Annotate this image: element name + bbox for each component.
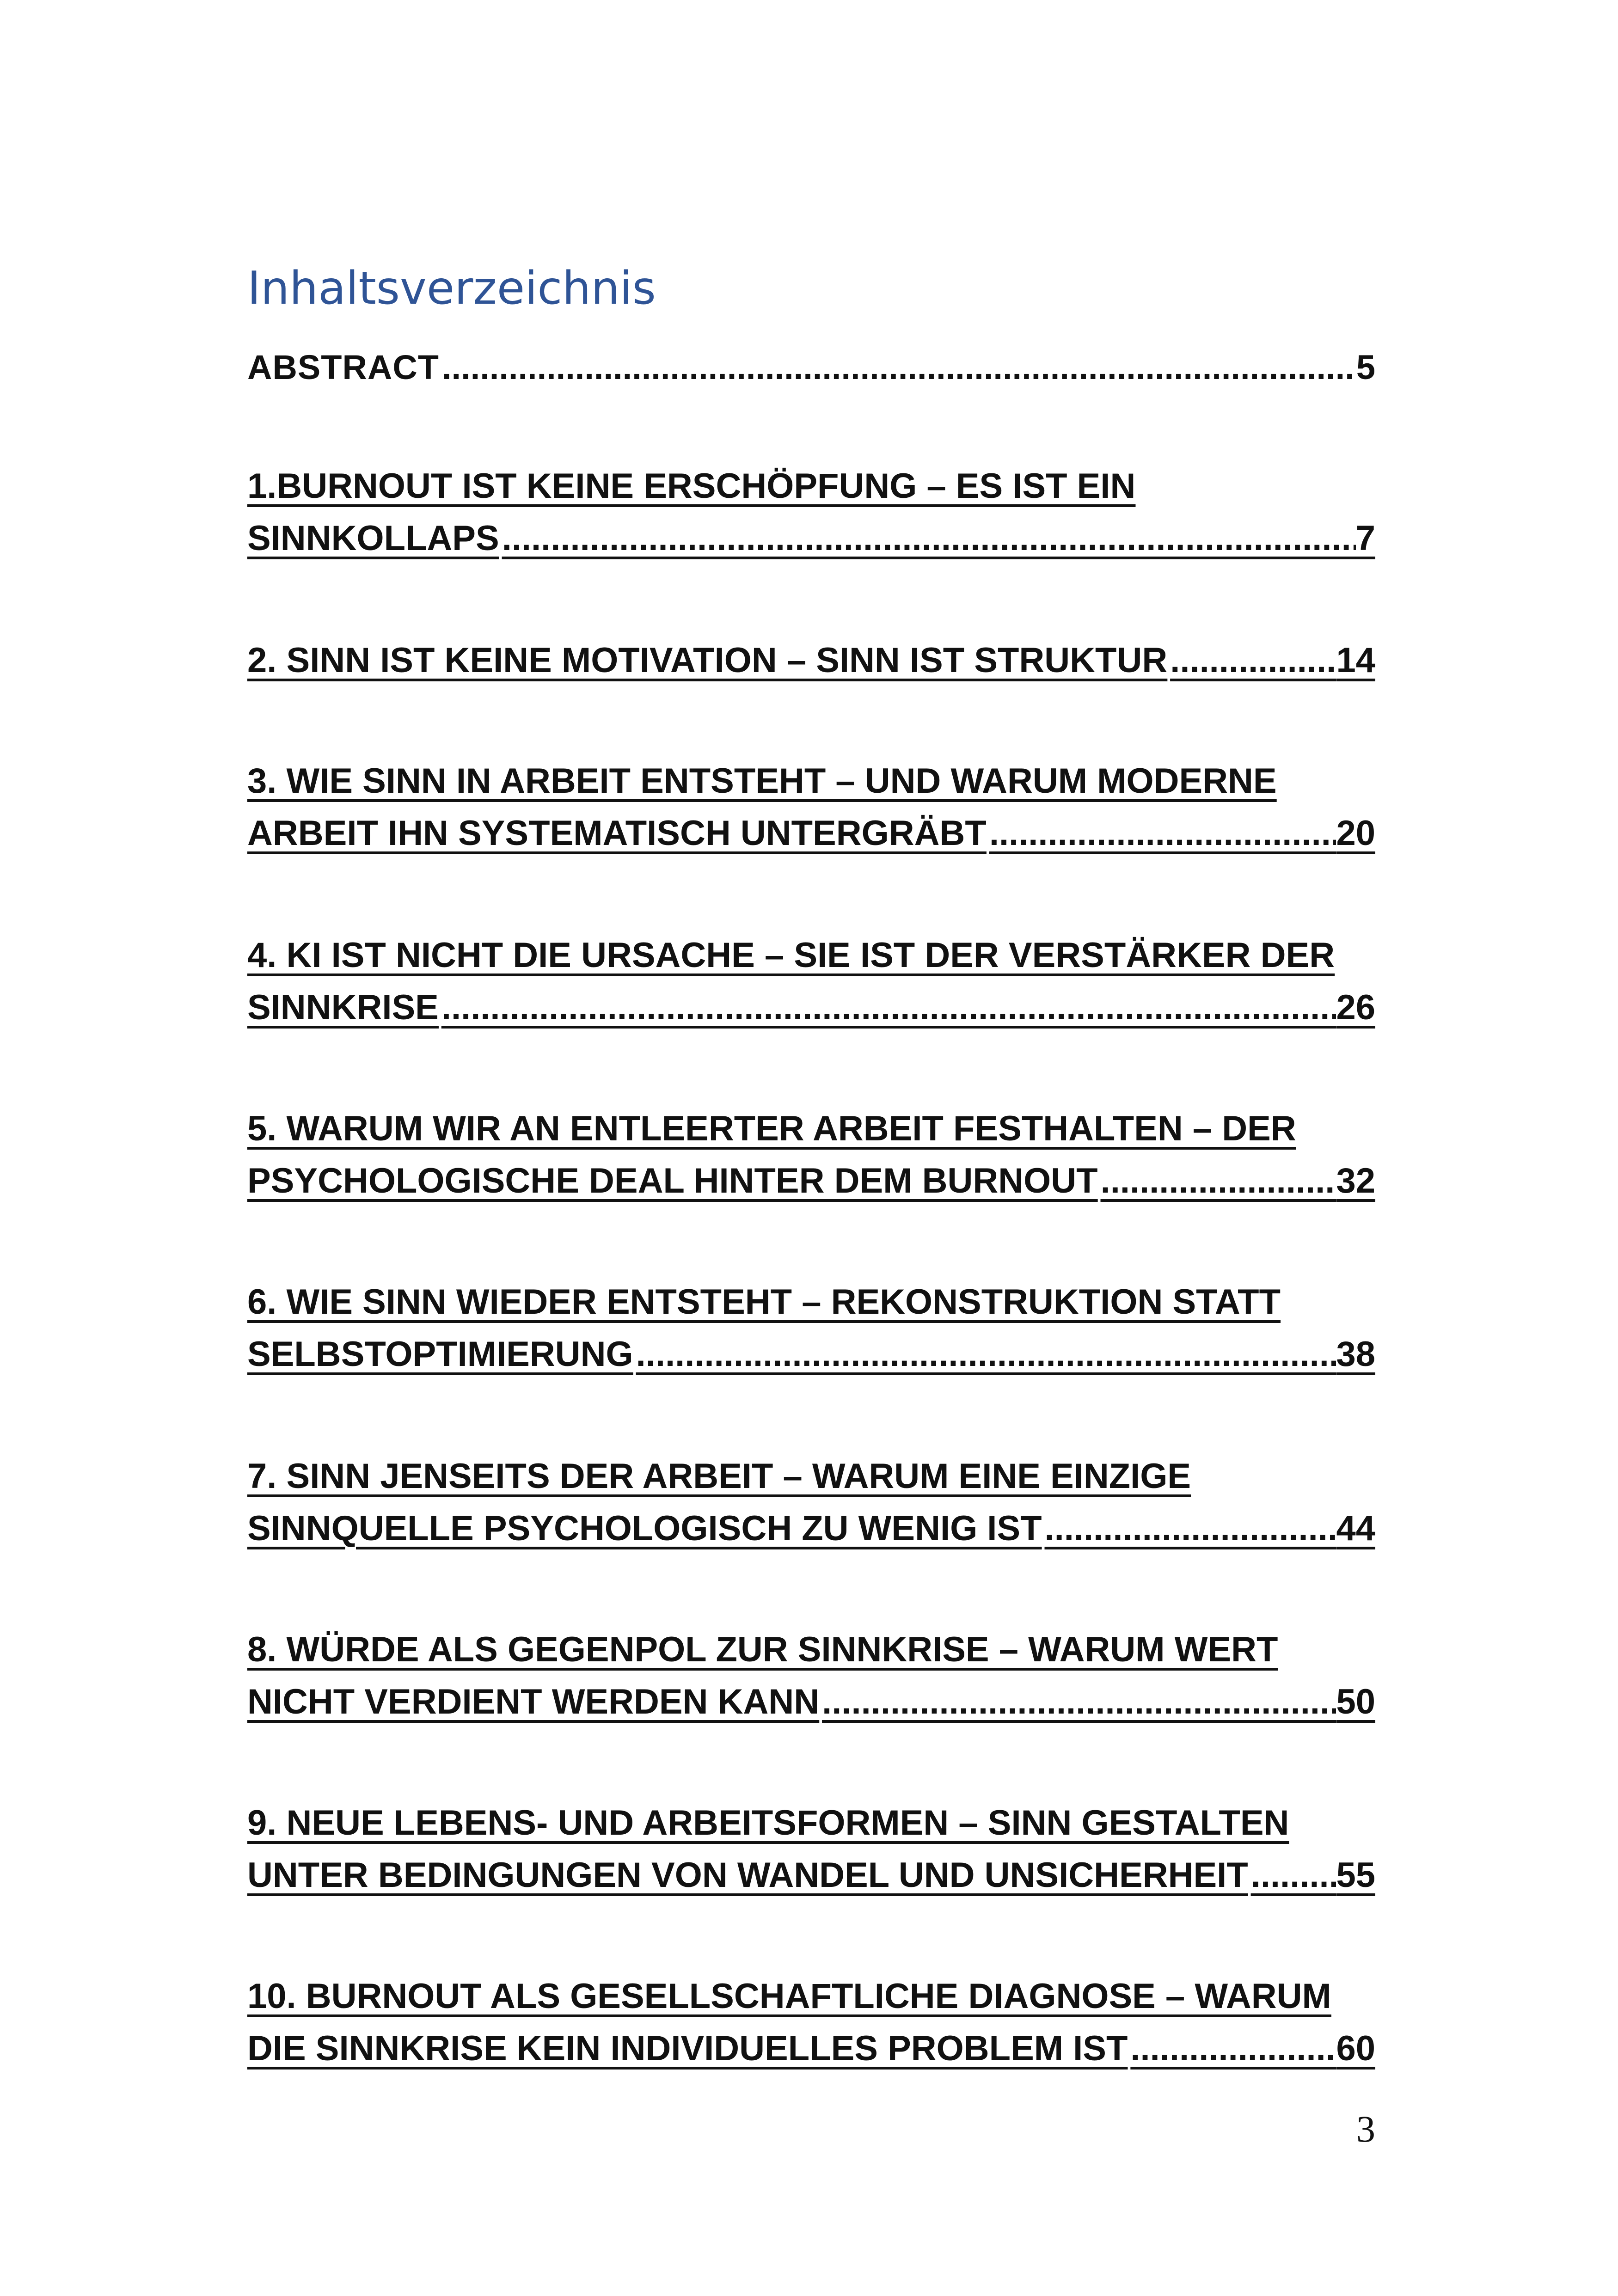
dot-leader xyxy=(1042,1502,1336,1555)
toc-entry-label-cont: DIE SINNKRISE KEIN INDIVIDUELLES PROBLEM IST xyxy=(247,2029,1128,2068)
toc-entry-line xyxy=(247,1155,1375,1207)
toc-entry-5[interactable] xyxy=(247,1102,1375,1207)
toc-entry-label: 3. WIE SINN IN ARBEIT ENTSTEHT – UND WARUM MODERNE xyxy=(247,761,1277,801)
toc-entry-line xyxy=(247,2022,1375,2075)
toc-entry-8[interactable] xyxy=(247,1623,1375,1728)
toc-entry-9[interactable] xyxy=(247,1797,1375,1901)
toc-entry-line xyxy=(247,1450,1375,1502)
dot-leader xyxy=(1098,1155,1336,1207)
toc-entry-line xyxy=(247,1102,1375,1155)
dot-leader xyxy=(499,512,1356,564)
toc-entry-line xyxy=(247,1849,1375,1901)
toc-entry-page: 55 xyxy=(1336,1855,1375,1895)
toc-entry-label-cont: SELBSTOPTIMIERUNG xyxy=(247,1335,633,1374)
toc-entry-page: 20 xyxy=(1336,814,1375,853)
page-number: 3 xyxy=(1356,2108,1375,2150)
dot-leader xyxy=(819,1676,1336,1728)
toc-entry-label: 6. WIE SINN WIEDER ENTSTEHT – REKONSTRUKTION STATT xyxy=(247,1282,1281,1322)
dot-leader xyxy=(1167,634,1336,686)
toc-entry-page: 7 xyxy=(1355,519,1375,558)
toc-entry-page: 5 xyxy=(1356,348,1375,386)
toc-entry-label-cont: SINNQUELLE PSYCHOLOGISCH ZU WENIG IST xyxy=(247,1509,1042,1548)
toc-entry-page: 60 xyxy=(1336,2029,1375,2068)
toc-entry-line xyxy=(247,1676,1375,1728)
toc-entry-line xyxy=(247,807,1375,859)
toc-entry-label: 5. WARUM WIR AN ENTLEERTER ARBEIT FESTHALTEN – DER xyxy=(247,1109,1296,1148)
toc-entry-6[interactable] xyxy=(247,1276,1375,1380)
toc-entry-10[interactable] xyxy=(247,1970,1375,2075)
toc-entry-page: 44 xyxy=(1336,1509,1375,1548)
toc-entry-line xyxy=(247,460,1375,512)
toc-entry-label: 2. SINN IST KEINE MOTIVATION – SINN IST STRUKTUR xyxy=(247,641,1168,680)
dot-leader xyxy=(1128,2022,1336,2075)
toc-entry-label: 7. SINN JENSEITS DER ARBEIT – WARUM EINE EINZIGE xyxy=(247,1457,1191,1496)
dot-leader xyxy=(633,1328,1336,1380)
toc-entry-page: 38 xyxy=(1336,1335,1375,1374)
toc-entry-line xyxy=(247,1502,1375,1555)
toc-entry-label: 9. NEUE LEBENS- UND ARBEITSFORMEN – SINN GESTALTEN xyxy=(247,1803,1289,1843)
toc-entry-label: 10. BURNOUT ALS GESELLSCHAFTLICHE DIAGNOSE – WARUM xyxy=(247,1977,1331,2016)
toc-entry-line xyxy=(247,512,1375,564)
toc-entry-label-cont: SINNKOLLAPS xyxy=(247,519,499,558)
toc-entry-line xyxy=(247,755,1375,807)
toc-entry-line xyxy=(247,1797,1375,1849)
toc-entry-7[interactable] xyxy=(247,1450,1375,1555)
toc-entry-page: 50 xyxy=(1336,1682,1375,1721)
toc-entry-line xyxy=(247,1970,1375,2022)
toc-entry-label-cont: ARBEIT IHN SYSTEMATISCH UNTERGRÄBT xyxy=(247,814,987,853)
dot-leader xyxy=(987,807,1336,859)
toc-entry-label: 8. WÜRDE ALS GEGENPOL ZUR SINNKRISE – WARUM WERT xyxy=(247,1630,1278,1669)
toc-entry-label: 4. KI IST NICHT DIE URSACHE – SIE IST DER VERSTÄRKER DER xyxy=(247,936,1335,975)
toc-entry-label: ABSTRACT xyxy=(247,348,439,386)
toc-entry-label-cont: UNTER BEDINGUNGEN VON WANDEL UND UNSICHERHEIT xyxy=(247,1855,1248,1895)
toc-entry-line xyxy=(247,1623,1375,1676)
toc-entry-line xyxy=(247,981,1375,1034)
toc-entry-1[interactable] xyxy=(247,460,1375,564)
toc-entry-label-cont: SINNKRISE xyxy=(247,988,439,1027)
toc-entry-4[interactable] xyxy=(247,929,1375,1034)
toc-entry-line xyxy=(247,1276,1375,1328)
toc-entry-label-cont: NICHT VERDIENT WERDEN KANN xyxy=(247,1682,820,1721)
toc-title: Inhaltsverzeichnis xyxy=(247,262,656,315)
toc-entry-label-cont: PSYCHOLOGISCHE DEAL HINTER DEM BURNOUT xyxy=(247,1161,1098,1200)
toc-entry-line xyxy=(247,1328,1375,1380)
dot-leader xyxy=(1248,1849,1336,1901)
toc-entry-label: 1.BURNOUT IST KEINE ERSCHÖPFUNG – ES IST EIN xyxy=(247,466,1136,506)
toc-entry-page: 32 xyxy=(1336,1161,1375,1200)
toc-entry-page: 26 xyxy=(1336,988,1375,1027)
toc-entry-3[interactable] xyxy=(247,755,1375,859)
toc-entry-line xyxy=(247,929,1375,981)
toc-entry-page: 14 xyxy=(1336,641,1375,680)
toc-entry-line xyxy=(247,634,1375,686)
dot-leader xyxy=(439,981,1336,1034)
toc-entry-2[interactable] xyxy=(247,634,1375,686)
toc-entry-line xyxy=(247,344,1375,391)
dot-leader xyxy=(439,344,1356,391)
toc-entry-abstract[interactable] xyxy=(247,344,1375,391)
